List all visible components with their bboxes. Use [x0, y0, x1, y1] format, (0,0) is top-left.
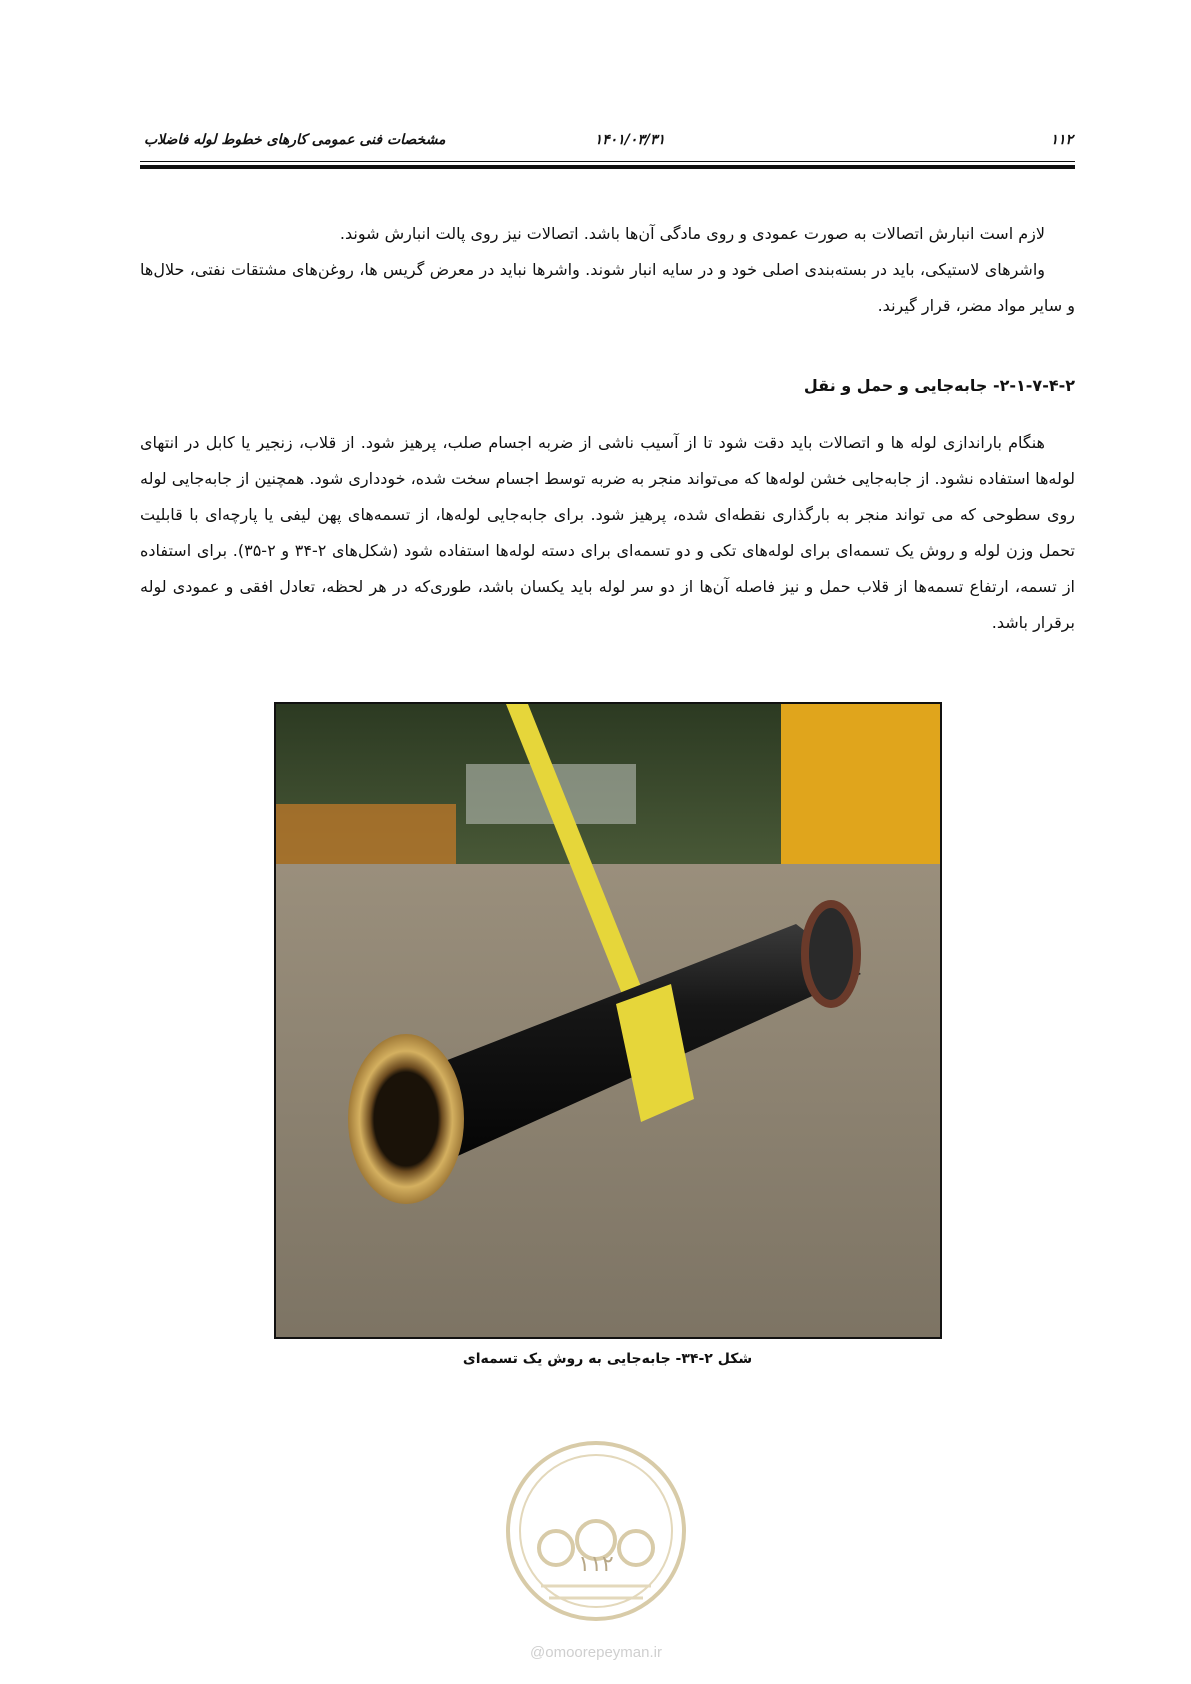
figure-caption: شکل ۲-۳۴- جابه‌جایی به روش یک تسمه‌ای [462, 1351, 753, 1367]
page-header [140, 128, 1075, 154]
figure-photo-pipe-lifting [274, 702, 942, 1339]
header-rule-thin [140, 161, 1075, 162]
header-document-title: مشخصات فنی عمومی کارهای خطوط لوله فاضلاب [144, 132, 446, 148]
section-heading: ۲-۱-۷-۴-۲- جابه‌جایی و حمل و نقل [803, 376, 1075, 395]
header-page-number: ۱۱۲ [1050, 132, 1073, 148]
watermark-page-number: ۱۱۲ [578, 1552, 614, 1577]
watermark-url: @omoorepeyman.ir [530, 1644, 662, 1661]
paragraph: هنگام باراندازی لوله ها و اتصالات باید دقت شود تا از آسیب ناشی از ضربه اجسام صلب، پرهیز شود. از قلاب، زنجیر یا کابل در انتهای لوله‌ها استفاده نشود. از جابه‌جایی خشن لوله‌ها که می‌تواند منجر به ضربه توسط اجسام سخت شده، خودداری شود. همچنین از جابه‌جایی لوله روی سطوحی که می تواند منجر به بارگذاری نقطه‌ای شده، پرهیز شود. برای جابه‌جایی لوله‌ها، از تسمه‌های پهن لیفی یا پارچه‌ای با قابلیت تحمل وزن لوله و روش یک تسمه‌ای برای لوله‌های تکی و دو تسمه‌ای برای دسته لوله‌ها استفاده شود (شکل‌های ۲-۳۴ و ۲-۳۵). برای استفاده از تسمه، ارتفاع تسمه‌ها از قلاب حمل و نیز فاصله آن‌ها از دو سر لوله باید یکسان باشد، طوری‌که در هر لحظه، تعادل افقی و عمودی لوله برقرار باشد. [140, 433, 1076, 632]
background-yellow-container [781, 704, 940, 874]
paragraph: لازم است انبارش اتصالات به صورت عمودی و روی مادگی آن‌ها باشد. اتصالات نیز روی پالت انبارش شوند. [339, 224, 1045, 243]
pipe-lifting-illustration [276, 704, 940, 1337]
watermark-seal-logo [501, 1436, 691, 1626]
text-block-storage [140, 216, 1075, 324]
header-rule-thick [140, 165, 1075, 169]
header-date: ۱۴۰۱/۰۳/۳۱ [594, 132, 665, 148]
pipe-spigot-end [805, 904, 857, 1004]
paragraph: واشرهای لاستیکی، باید در بسته‌بندی اصلی خود و در سایه انبار شوند. واشرها نباید در معرض گریس ها، روغن‌های مشتقات نفتی، حلال‌ها و سایر مواد مضر، قرار گیرند. [140, 260, 1075, 315]
text-block-handling [140, 425, 1075, 641]
pipe-socket-end [348, 1034, 464, 1204]
